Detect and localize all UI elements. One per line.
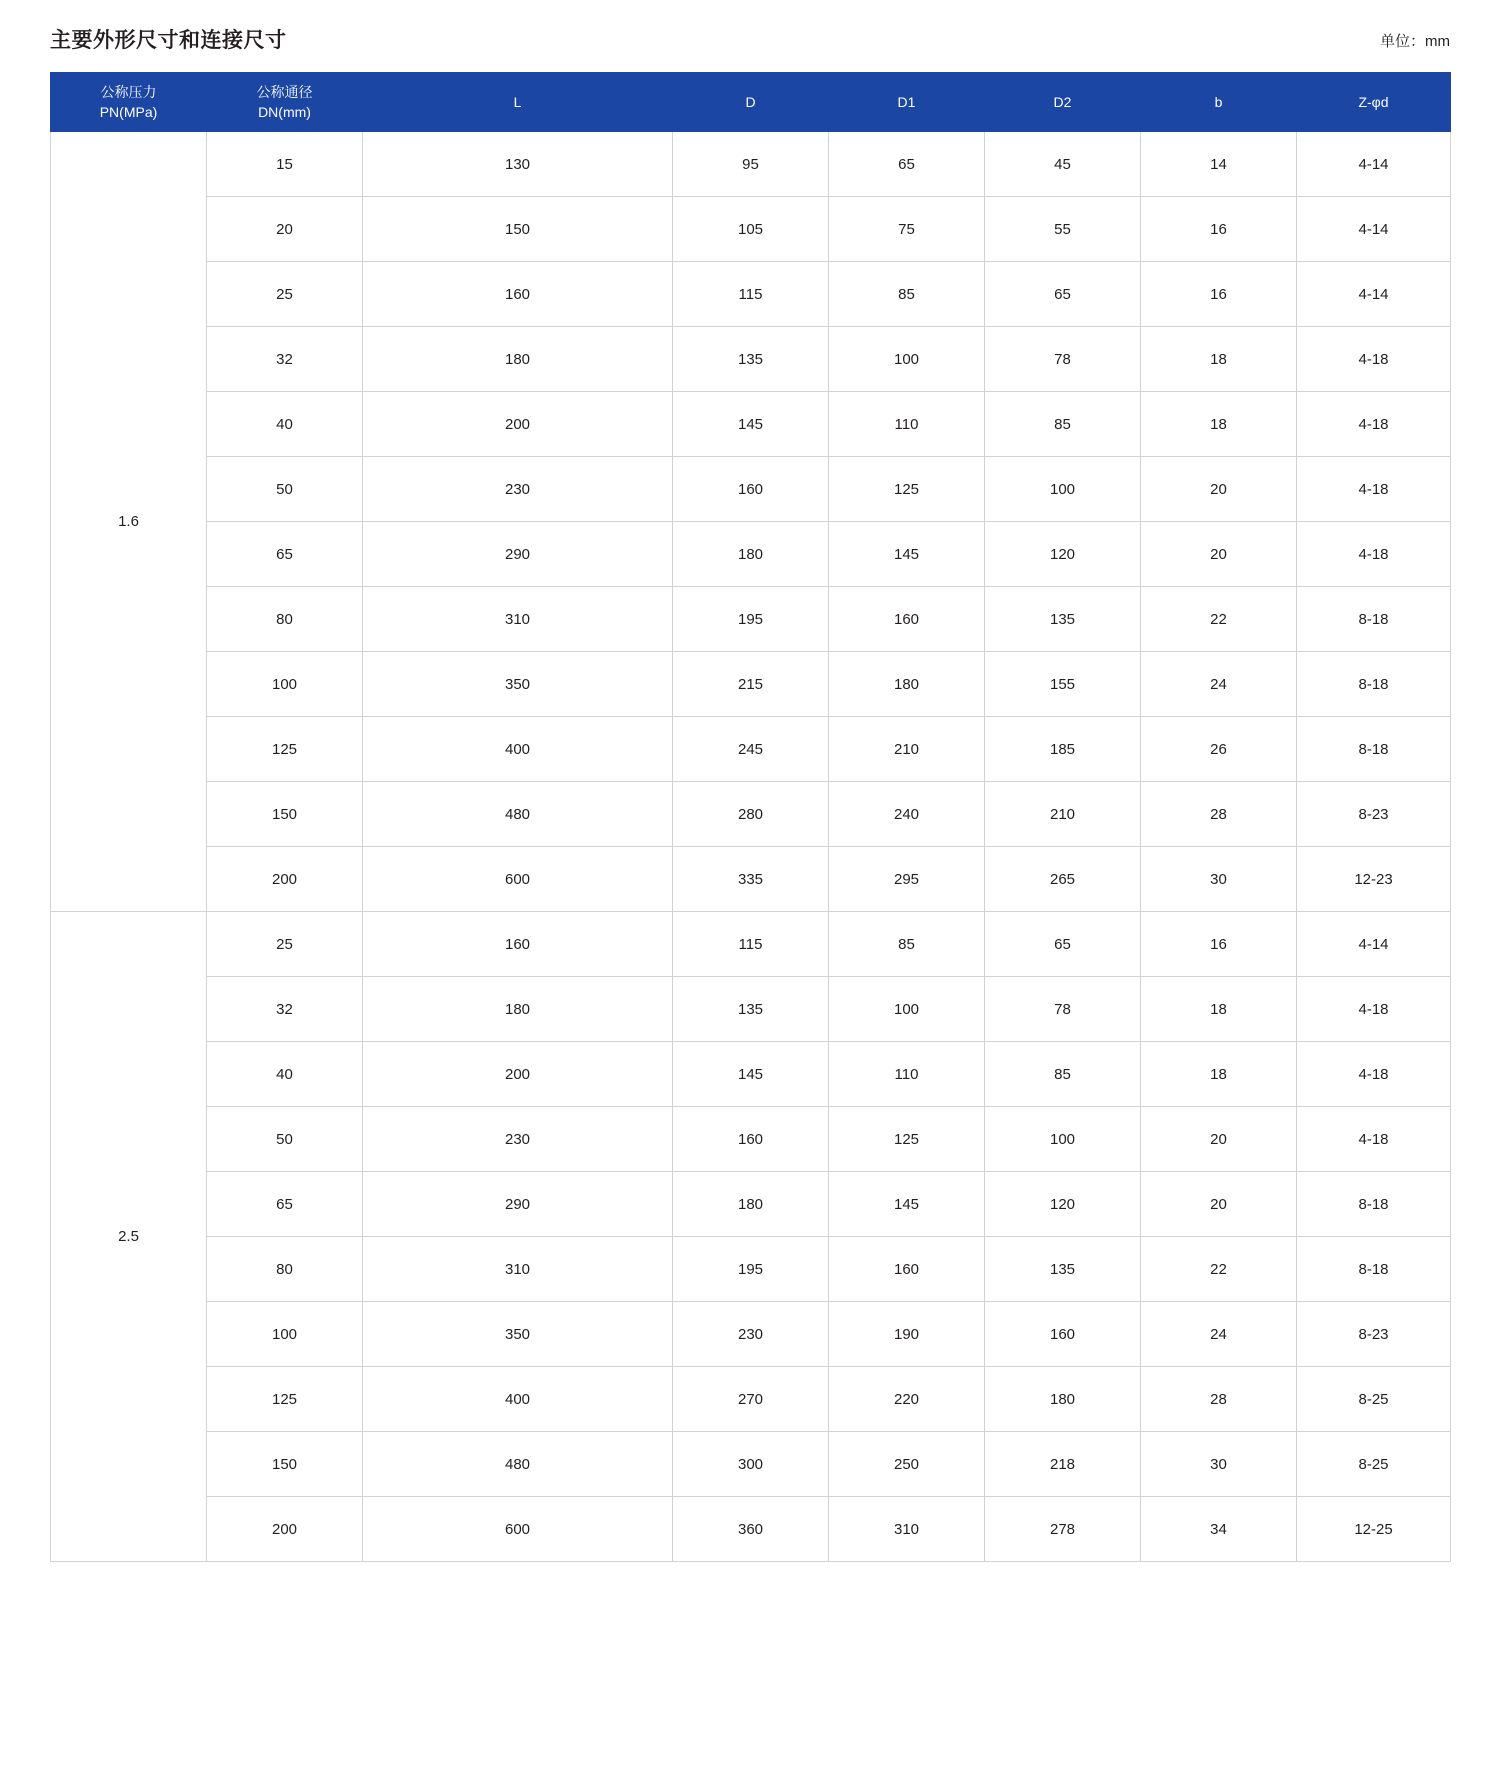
cell-dn: 100 [207,1302,363,1367]
cell-d: 135 [673,977,829,1042]
cell-b: 22 [1141,1237,1297,1302]
cell-dn: 32 [207,977,363,1042]
table-row [51,1302,1451,1367]
cell-d: 95 [673,132,829,197]
cell-d2: 85 [985,1042,1141,1107]
cell-d: 360 [673,1497,829,1562]
cell-d: 195 [673,1237,829,1302]
cell-dn: 100 [207,652,363,717]
cell-zd: 4-18 [1297,392,1451,457]
cell-d2: 265 [985,847,1141,912]
cell-zd: 8-23 [1297,1302,1451,1367]
table-header-row [51,73,1451,132]
cell-l: 400 [363,717,673,782]
column-header-l: L [363,73,673,132]
column-header-pn-line2: PN(MPa) [99,104,158,120]
cell-l: 480 [363,1432,673,1497]
cell-l: 290 [363,522,673,587]
cell-d1: 75 [829,197,985,262]
cell-l: 350 [363,652,673,717]
cell-zd: 12-23 [1297,847,1451,912]
page-title: 主要外形尺寸和连接尺寸 [50,29,287,52]
cell-l: 160 [363,262,673,327]
cell-b: 14 [1141,132,1297,197]
cell-dn: 40 [207,392,363,457]
cell-l: 230 [363,457,673,522]
cell-d2: 45 [985,132,1141,197]
cell-dn: 65 [207,1172,363,1237]
cell-l: 350 [363,1302,673,1367]
column-header-dn-line2: DN(mm) [258,104,311,120]
cell-d2: 100 [985,457,1141,522]
cell-zd: 8-18 [1297,587,1451,652]
cell-dn: 32 [207,327,363,392]
cell-d: 195 [673,587,829,652]
column-header-pn-line1: 公称压力 [100,83,157,100]
cell-b: 22 [1141,587,1297,652]
cell-d1: 100 [829,977,985,1042]
table-row [51,327,1451,392]
cell-b: 16 [1141,262,1297,327]
cell-l: 160 [363,912,673,977]
cell-d1: 250 [829,1432,985,1497]
column-header-d2: D2 [985,73,1141,132]
cell-d2: 78 [985,327,1141,392]
cell-d1: 180 [829,652,985,717]
cell-dn: 15 [207,132,363,197]
cell-d: 180 [673,522,829,587]
cell-d: 160 [673,1107,829,1172]
cell-d1: 210 [829,717,985,782]
cell-zd: 8-23 [1297,782,1451,847]
table-row [51,262,1451,327]
cell-d1: 295 [829,847,985,912]
table-row [51,587,1451,652]
cell-d: 135 [673,327,829,392]
cell-d: 160 [673,457,829,522]
table-row [51,1432,1451,1497]
cell-zd: 4-14 [1297,912,1451,977]
cell-b: 34 [1141,1497,1297,1562]
cell-zd: 8-18 [1297,1172,1451,1237]
cell-d1: 110 [829,392,985,457]
cell-d2: 120 [985,1172,1141,1237]
cell-dn: 50 [207,457,363,522]
table-row [51,392,1451,457]
table-row [51,132,1451,197]
column-header-dn-line1: 公称通径 [256,83,313,100]
cell-zd: 4-18 [1297,327,1451,392]
table-row [51,1172,1451,1237]
cell-d: 215 [673,652,829,717]
cell-b: 28 [1141,1367,1297,1432]
cell-zd: 4-14 [1297,197,1451,262]
cell-b: 20 [1141,1172,1297,1237]
table-row [51,522,1451,587]
cell-b: 30 [1141,1432,1297,1497]
cell-d: 105 [673,197,829,262]
column-header-d1: D1 [829,73,985,132]
cell-b: 20 [1141,1107,1297,1172]
cell-d2: 120 [985,522,1141,587]
cell-dn: 65 [207,522,363,587]
cell-zd: 4-14 [1297,132,1451,197]
cell-l: 230 [363,1107,673,1172]
table-row [51,1107,1451,1172]
cell-d1: 145 [829,522,985,587]
cell-dn: 80 [207,1237,363,1302]
cell-d: 230 [673,1302,829,1367]
table-row [51,977,1451,1042]
cell-dn: 20 [207,197,363,262]
cell-d2: 155 [985,652,1141,717]
cell-d2: 100 [985,1107,1141,1172]
cell-d2: 55 [985,197,1141,262]
cell-dn: 125 [207,1367,363,1432]
unit-note: 单位：mm [1380,33,1450,50]
cell-b: 16 [1141,912,1297,977]
cell-l: 150 [363,197,673,262]
cell-d: 180 [673,1172,829,1237]
cell-d1: 65 [829,132,985,197]
cell-zd: 4-18 [1297,1107,1451,1172]
cell-d1: 125 [829,457,985,522]
cell-d1: 310 [829,1497,985,1562]
cell-zd: 8-18 [1297,1237,1451,1302]
cell-d: 270 [673,1367,829,1432]
cell-d2: 135 [985,1237,1141,1302]
cell-l: 130 [363,132,673,197]
table-row [51,197,1451,262]
table-row [51,1497,1451,1562]
cell-l: 310 [363,587,673,652]
cell-d2: 218 [985,1432,1141,1497]
cell-d1: 220 [829,1367,985,1432]
cell-d1: 240 [829,782,985,847]
cell-l: 200 [363,392,673,457]
cell-d: 300 [673,1432,829,1497]
cell-l: 200 [363,1042,673,1107]
dimensions-table [50,72,1451,1562]
cell-b: 18 [1141,977,1297,1042]
table-row [51,847,1451,912]
cell-d2: 65 [985,912,1141,977]
cell-d1: 190 [829,1302,985,1367]
document-header [50,26,1450,56]
table-row [51,457,1451,522]
column-header-zd: Z-φd [1297,73,1451,132]
cell-zd: 4-18 [1297,522,1451,587]
cell-l: 180 [363,327,673,392]
cell-dn: 150 [207,1432,363,1497]
table-row [51,1367,1451,1432]
cell-b: 20 [1141,457,1297,522]
cell-d2: 278 [985,1497,1141,1562]
cell-b: 18 [1141,392,1297,457]
cell-d: 115 [673,262,829,327]
cell-d1: 125 [829,1107,985,1172]
cell-d2: 65 [985,262,1141,327]
cell-dn: 200 [207,1497,363,1562]
cell-zd: 4-18 [1297,457,1451,522]
cell-zd: 8-25 [1297,1432,1451,1497]
cell-b: 30 [1141,847,1297,912]
cell-d: 115 [673,912,829,977]
cell-dn: 80 [207,587,363,652]
cell-d: 145 [673,392,829,457]
cell-b: 18 [1141,1042,1297,1107]
cell-b: 24 [1141,652,1297,717]
cell-d2: 160 [985,1302,1141,1367]
cell-l: 600 [363,847,673,912]
cell-d1: 85 [829,912,985,977]
table-header [51,73,1451,132]
table-row [51,717,1451,782]
cell-b: 28 [1141,782,1297,847]
cell-pn: 1.6 [51,132,207,912]
cell-zd: 4-18 [1297,1042,1451,1107]
cell-l: 600 [363,1497,673,1562]
cell-zd: 4-18 [1297,977,1451,1042]
cell-dn: 200 [207,847,363,912]
cell-d1: 100 [829,327,985,392]
cell-dn: 40 [207,1042,363,1107]
cell-d: 335 [673,847,829,912]
cell-d2: 180 [985,1367,1141,1432]
cell-d: 280 [673,782,829,847]
column-header-b: b [1141,73,1297,132]
cell-d2: 78 [985,977,1141,1042]
cell-zd: 8-25 [1297,1367,1451,1432]
cell-d1: 160 [829,1237,985,1302]
cell-b: 20 [1141,522,1297,587]
table-row [51,1237,1451,1302]
table-row [51,652,1451,717]
cell-l: 180 [363,977,673,1042]
cell-dn: 25 [207,912,363,977]
column-header-d: D [673,73,829,132]
cell-zd: 8-18 [1297,652,1451,717]
cell-l: 290 [363,1172,673,1237]
cell-dn: 50 [207,1107,363,1172]
cell-b: 18 [1141,327,1297,392]
cell-d2: 85 [985,392,1141,457]
cell-zd: 8-18 [1297,717,1451,782]
column-header-pn [51,73,207,132]
table-body [51,132,1451,1562]
cell-d: 145 [673,1042,829,1107]
cell-l: 310 [363,1237,673,1302]
cell-b: 24 [1141,1302,1297,1367]
cell-d1: 145 [829,1172,985,1237]
cell-d: 245 [673,717,829,782]
cell-l: 480 [363,782,673,847]
cell-dn: 150 [207,782,363,847]
cell-d1: 110 [829,1042,985,1107]
cell-dn: 125 [207,717,363,782]
table-row [51,1042,1451,1107]
table-row [51,912,1451,977]
cell-zd: 12-25 [1297,1497,1451,1562]
column-header-dn [207,73,363,132]
cell-d2: 210 [985,782,1141,847]
cell-zd: 4-14 [1297,262,1451,327]
cell-pn: 2.5 [51,912,207,1562]
cell-b: 26 [1141,717,1297,782]
cell-l: 400 [363,1367,673,1432]
cell-d1: 85 [829,262,985,327]
cell-d2: 135 [985,587,1141,652]
table-row [51,782,1451,847]
cell-b: 16 [1141,197,1297,262]
cell-dn: 25 [207,262,363,327]
cell-d2: 185 [985,717,1141,782]
cell-d1: 160 [829,587,985,652]
